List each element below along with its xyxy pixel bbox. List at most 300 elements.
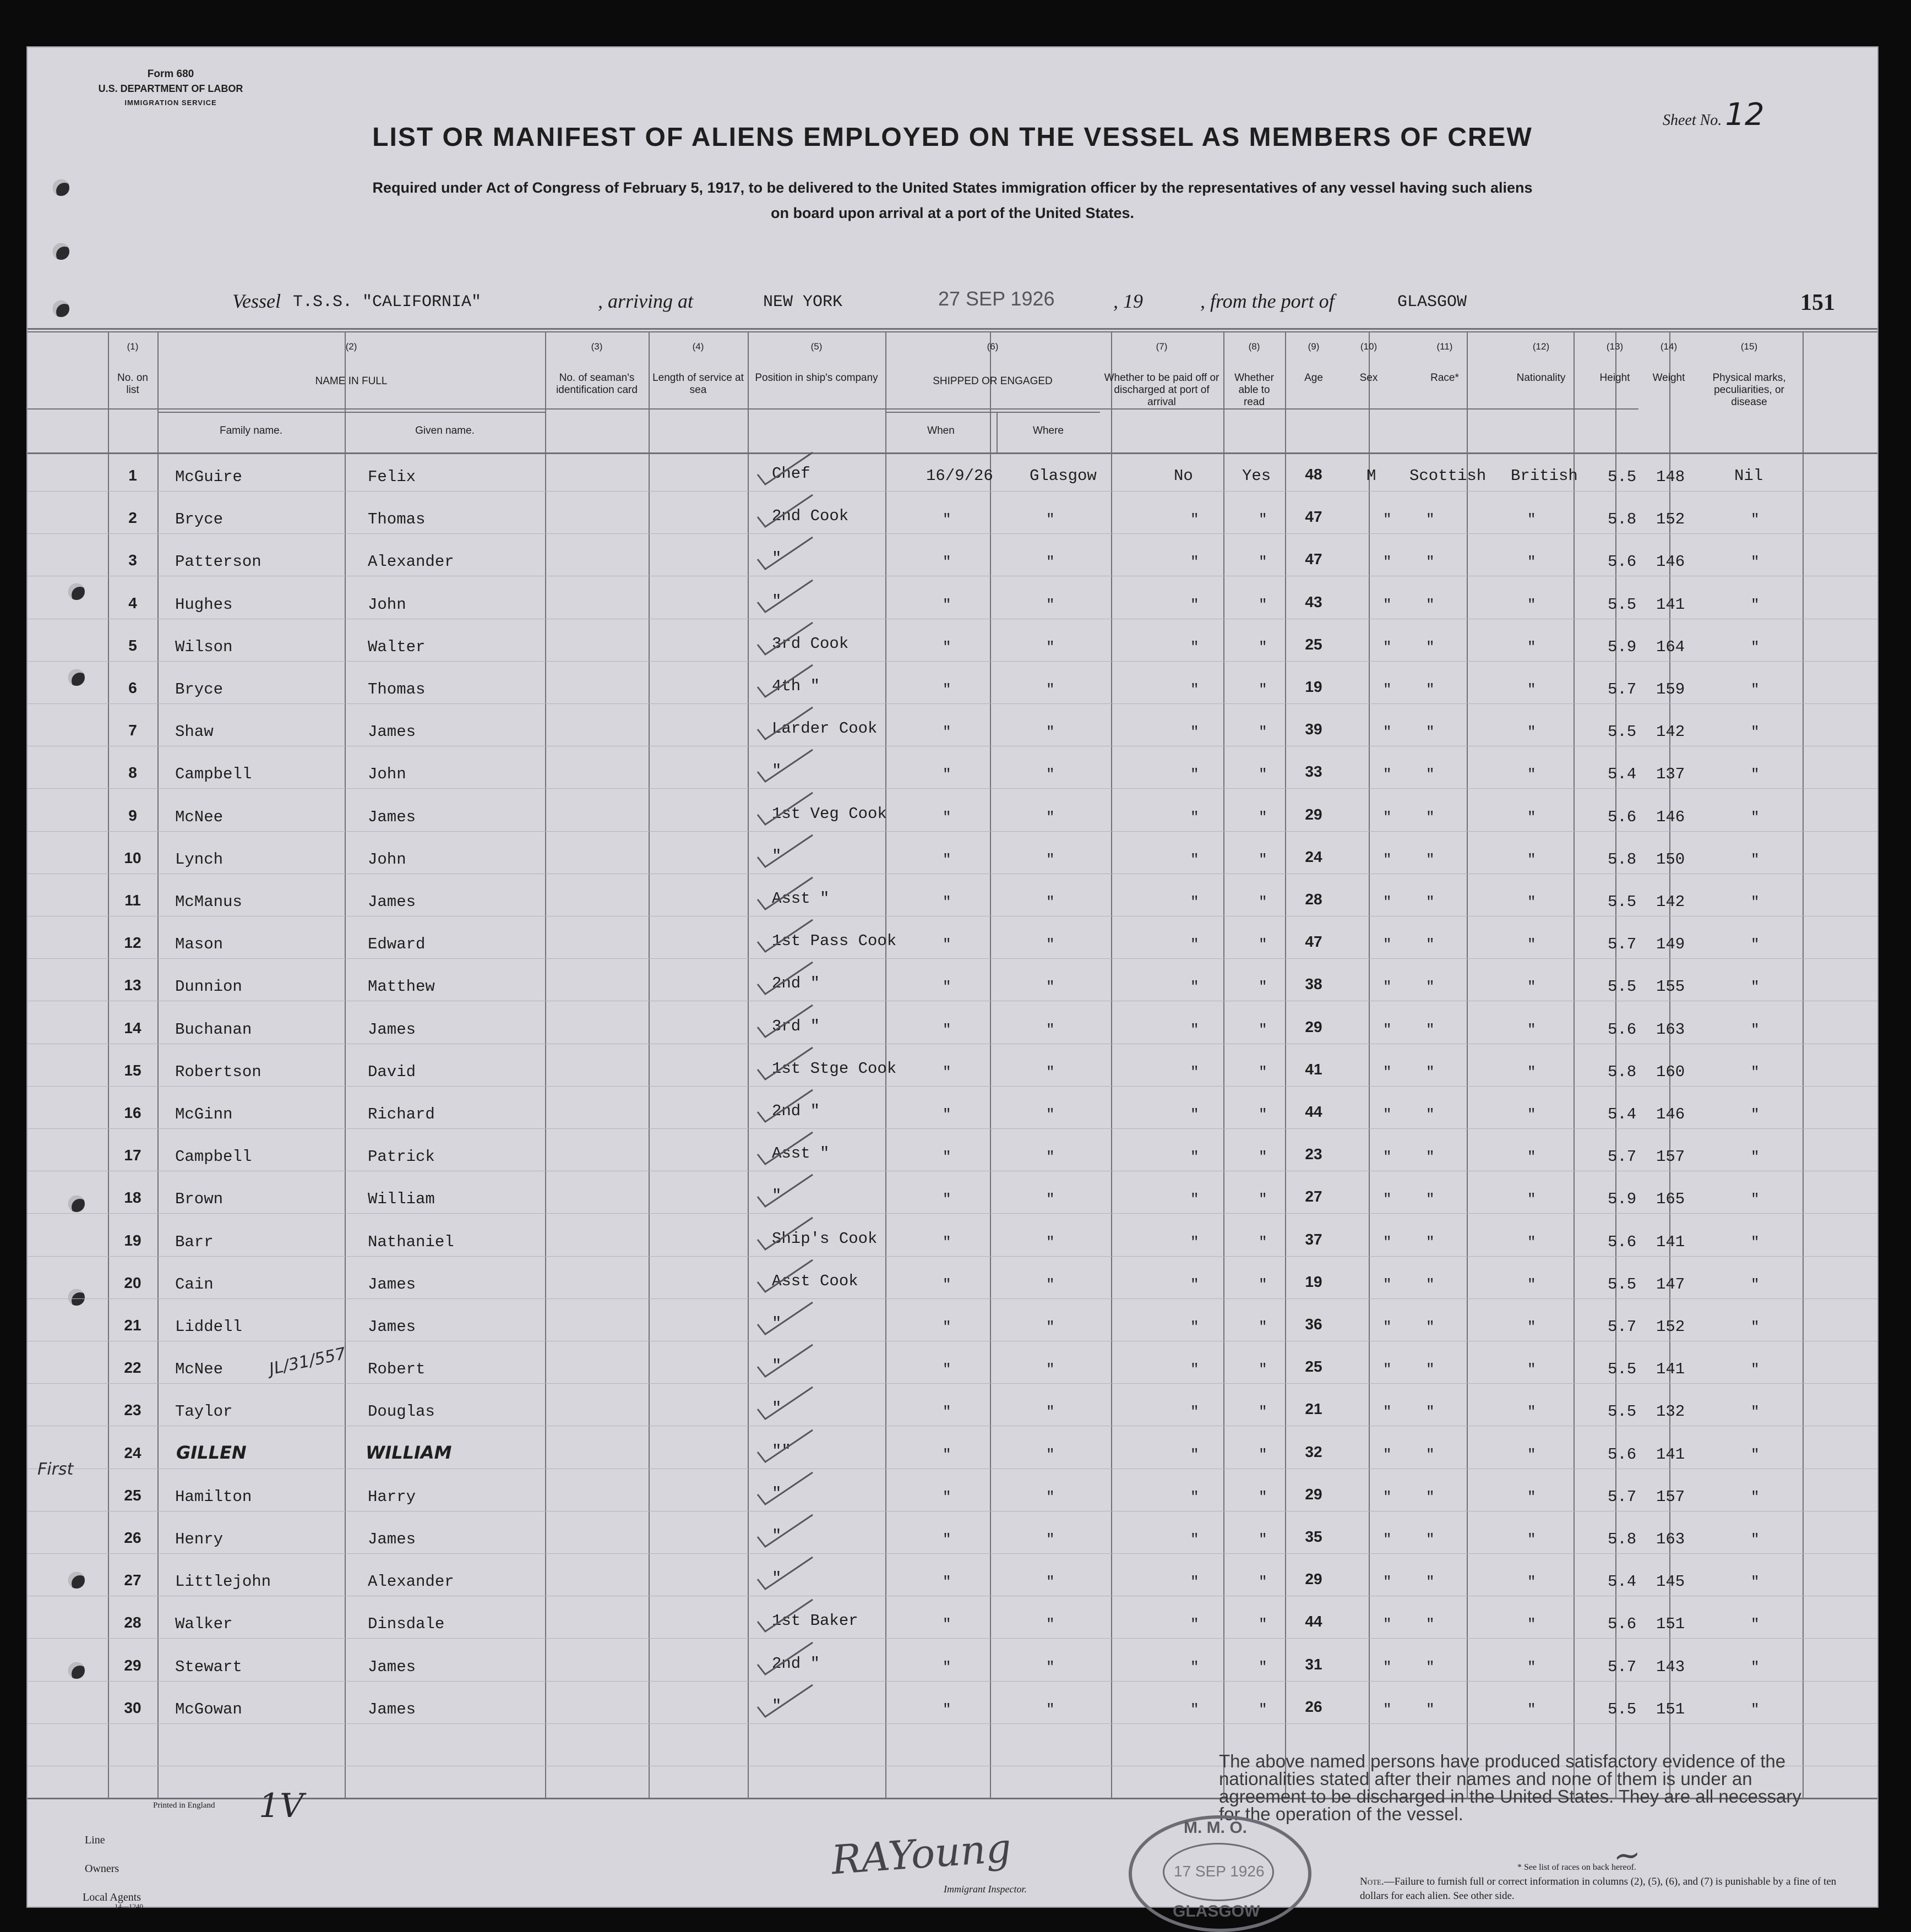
sex: " bbox=[1383, 638, 1392, 656]
first-annotation: First bbox=[37, 1460, 74, 1479]
check-mark-icon bbox=[755, 620, 816, 659]
height: 5.5 bbox=[1608, 468, 1637, 486]
physical-marks: " bbox=[1751, 851, 1760, 868]
shipped-when: " bbox=[943, 1488, 951, 1505]
able-to-read: " bbox=[1259, 1276, 1267, 1293]
weight: 164 bbox=[1656, 637, 1685, 656]
able-to-read: " bbox=[1259, 936, 1267, 953]
shipped-when: " bbox=[943, 936, 951, 953]
age: 26 bbox=[1305, 1698, 1322, 1715]
column-number: (13) bbox=[1606, 341, 1624, 352]
stamp-bottom-text: GLASGOW bbox=[1173, 1902, 1260, 1920]
age: 47 bbox=[1305, 508, 1322, 526]
shipped-when: " bbox=[943, 1361, 951, 1378]
height: 5.5 bbox=[1608, 1700, 1637, 1718]
nationality: " bbox=[1527, 681, 1536, 698]
height: 5.4 bbox=[1608, 1105, 1637, 1123]
table-row bbox=[28, 1104, 1877, 1147]
race: " bbox=[1426, 1701, 1435, 1718]
weight: 163 bbox=[1656, 1530, 1685, 1548]
table-row bbox=[28, 467, 1877, 509]
document-title: LIST OR MANIFEST OF ALIENS EMPLOYED ON THE VESSEL AS MEMBERS OF CREW bbox=[372, 123, 1533, 152]
check-mark-icon bbox=[755, 535, 816, 574]
weight: 141 bbox=[1656, 595, 1685, 614]
table-row bbox=[28, 719, 1877, 764]
column-header: Physical marks, peculiarities, or disease bbox=[1712, 372, 1786, 408]
weight: 155 bbox=[1656, 978, 1685, 996]
check-mark-icon bbox=[755, 450, 816, 489]
paid-off: " bbox=[1190, 1574, 1199, 1591]
family-name: Campbell bbox=[175, 765, 252, 784]
table-row bbox=[28, 1401, 1877, 1444]
nationality: " bbox=[1527, 851, 1536, 868]
stamp-top-text: M. M. O. bbox=[1184, 1819, 1247, 1837]
height: 5.9 bbox=[1608, 1190, 1637, 1209]
shipped-when: " bbox=[943, 1531, 951, 1548]
shipped-where: " bbox=[1046, 511, 1055, 528]
able-to-read: " bbox=[1259, 851, 1267, 868]
physical-marks: " bbox=[1751, 1276, 1760, 1293]
family-name: Littlejohn bbox=[175, 1573, 271, 1591]
shipped-where: " bbox=[1046, 1063, 1055, 1080]
column-header: NAME IN FULL bbox=[315, 375, 388, 387]
shipped-when: " bbox=[943, 554, 951, 571]
sex: " bbox=[1383, 681, 1392, 698]
column-header: Age bbox=[1304, 372, 1323, 384]
age: 29 bbox=[1305, 1570, 1322, 1588]
able-to-read: " bbox=[1259, 1361, 1267, 1378]
able-to-read: " bbox=[1259, 511, 1267, 528]
position: " bbox=[772, 592, 782, 610]
nationality: " bbox=[1527, 1531, 1536, 1548]
column-number: (15) bbox=[1740, 341, 1758, 352]
height: 5.8 bbox=[1608, 510, 1637, 529]
column-header: Position in ship's company bbox=[755, 372, 878, 384]
position: " bbox=[772, 1569, 782, 1588]
paid-off: " bbox=[1190, 936, 1199, 953]
given-name: Richard bbox=[368, 1105, 435, 1123]
race: " bbox=[1426, 1658, 1435, 1676]
check-mark-icon bbox=[755, 1683, 816, 1721]
sex: " bbox=[1383, 1191, 1392, 1208]
paid-off: " bbox=[1190, 681, 1199, 698]
subheader-rule-left bbox=[28, 408, 1638, 410]
row-number: 7 bbox=[128, 722, 137, 739]
family-name: Hughes bbox=[175, 595, 233, 614]
row-number: 20 bbox=[124, 1274, 141, 1291]
family-name: Taylor bbox=[175, 1402, 233, 1421]
shipped-where: " bbox=[1046, 596, 1055, 613]
race: " bbox=[1426, 894, 1435, 910]
weight: 151 bbox=[1656, 1615, 1685, 1634]
height: 5.5 bbox=[1608, 1360, 1637, 1379]
position: 1st Stge Cook bbox=[772, 1059, 897, 1078]
margin-note: JL/31/557 bbox=[267, 1344, 348, 1379]
sex: " bbox=[1383, 1446, 1392, 1463]
age: 25 bbox=[1305, 1358, 1322, 1376]
shipped-where: " bbox=[1046, 1149, 1055, 1166]
weight: 146 bbox=[1656, 807, 1685, 826]
given-name: Dinsdale bbox=[368, 1615, 445, 1634]
paid-off: " bbox=[1190, 1488, 1199, 1505]
weight: 143 bbox=[1656, 1657, 1685, 1676]
shipped-when: " bbox=[943, 766, 951, 783]
row-number: 23 bbox=[124, 1401, 141, 1419]
height: 5.8 bbox=[1608, 1530, 1637, 1548]
check-mark-icon bbox=[755, 1428, 816, 1466]
given-name: James bbox=[368, 1530, 416, 1548]
position: " bbox=[772, 762, 782, 781]
age: 29 bbox=[1305, 1018, 1322, 1035]
height: 5.7 bbox=[1608, 1487, 1637, 1506]
family-name: McGowan bbox=[175, 1700, 242, 1718]
position: 1st Pass Cook bbox=[772, 932, 897, 951]
table-row bbox=[28, 934, 1877, 976]
check-mark-icon bbox=[755, 1513, 816, 1551]
row-number: 30 bbox=[124, 1699, 141, 1716]
height: 5.7 bbox=[1608, 1657, 1637, 1676]
paid-off: " bbox=[1190, 1276, 1199, 1293]
family-name: Wilson bbox=[175, 637, 233, 656]
position: " bbox=[772, 1696, 782, 1715]
race: " bbox=[1426, 1234, 1435, 1251]
shipped-where: " bbox=[1046, 936, 1055, 953]
race: " bbox=[1426, 1404, 1435, 1421]
shipped-when: " bbox=[943, 1106, 951, 1123]
nationality: " bbox=[1527, 1149, 1536, 1166]
able-to-read: " bbox=[1259, 894, 1267, 910]
table-row bbox=[28, 976, 1877, 1019]
sex: " bbox=[1383, 1234, 1392, 1251]
position: 1st Veg Cook bbox=[772, 804, 887, 823]
column-subheader: Given name. bbox=[415, 425, 475, 436]
column-number: (14) bbox=[1660, 341, 1678, 352]
weight: 142 bbox=[1656, 893, 1685, 911]
nationality: " bbox=[1527, 1234, 1536, 1251]
paid-off: " bbox=[1190, 1149, 1199, 1166]
height: 5.6 bbox=[1608, 807, 1637, 826]
header-rule bbox=[28, 328, 1877, 330]
given-name: Thomas bbox=[368, 510, 426, 529]
position: 1st Baker bbox=[772, 1612, 858, 1630]
able-to-read: " bbox=[1259, 979, 1267, 996]
weight: 157 bbox=[1656, 1148, 1685, 1166]
table-row bbox=[28, 804, 1877, 849]
table-row bbox=[28, 849, 1877, 892]
shipped-where: " bbox=[1046, 809, 1055, 826]
weight: 151 bbox=[1656, 1700, 1685, 1718]
height: 5.7 bbox=[1608, 680, 1637, 698]
check-mark-icon bbox=[755, 1300, 816, 1339]
physical-marks: " bbox=[1751, 511, 1760, 528]
family-name: Brown bbox=[175, 1190, 224, 1209]
paid-off: " bbox=[1190, 1021, 1199, 1038]
height: 5.5 bbox=[1608, 978, 1637, 996]
shipped-when: " bbox=[943, 1616, 951, 1633]
nationality: " bbox=[1527, 554, 1536, 571]
penalty-note bbox=[1360, 1875, 1844, 1903]
punch-hole bbox=[53, 179, 69, 196]
age: 24 bbox=[1305, 848, 1322, 865]
age: 19 bbox=[1305, 1273, 1322, 1290]
sex: " bbox=[1383, 1574, 1392, 1591]
sex: " bbox=[1383, 809, 1392, 826]
race: " bbox=[1426, 638, 1435, 656]
height: 5.5 bbox=[1608, 1402, 1637, 1421]
sex: " bbox=[1383, 1319, 1392, 1335]
age: 35 bbox=[1305, 1528, 1322, 1545]
height: 5.7 bbox=[1608, 935, 1637, 954]
able-to-read: " bbox=[1259, 1446, 1267, 1463]
weight: 132 bbox=[1656, 1402, 1685, 1421]
column-subheader: Where bbox=[1033, 425, 1064, 436]
nationality: " bbox=[1527, 809, 1536, 826]
age: 36 bbox=[1305, 1316, 1322, 1333]
sex: " bbox=[1383, 1404, 1392, 1421]
row-number: 8 bbox=[128, 764, 137, 782]
sex: " bbox=[1383, 596, 1392, 613]
paid-off: No bbox=[1174, 467, 1193, 485]
table-row bbox=[28, 1059, 1877, 1104]
column-number: (5) bbox=[810, 341, 823, 352]
family-name: Dunnion bbox=[175, 978, 242, 996]
check-mark-icon bbox=[755, 1130, 816, 1169]
shipped-where: " bbox=[1046, 1361, 1055, 1378]
nationality: " bbox=[1527, 979, 1536, 996]
family-name: Cain bbox=[175, 1275, 214, 1294]
row-number: 14 bbox=[124, 1019, 141, 1036]
table-row bbox=[28, 1654, 1877, 1699]
from-port-label: , from the port of bbox=[1200, 290, 1335, 312]
sex: " bbox=[1383, 1531, 1392, 1548]
column-number: (6) bbox=[987, 341, 999, 352]
shipped-when: " bbox=[943, 979, 951, 996]
given-name: Patrick bbox=[368, 1148, 435, 1166]
given-name: Harry bbox=[368, 1487, 416, 1506]
physical-marks: " bbox=[1751, 1574, 1760, 1591]
able-to-read: " bbox=[1259, 1021, 1267, 1038]
sheet-number-value: 12 bbox=[1725, 97, 1765, 133]
arriving-label: , arriving at bbox=[598, 290, 694, 312]
able-to-read: " bbox=[1259, 809, 1267, 826]
nationality: " bbox=[1527, 1319, 1536, 1335]
age: 47 bbox=[1305, 933, 1322, 951]
column-header: Height bbox=[1599, 372, 1630, 384]
row-number: 2 bbox=[128, 509, 137, 527]
able-to-read: " bbox=[1259, 554, 1267, 571]
height: 5.8 bbox=[1608, 1062, 1637, 1081]
header-rule bbox=[28, 331, 1877, 332]
race: " bbox=[1426, 1106, 1435, 1123]
age: 41 bbox=[1305, 1060, 1322, 1078]
check-mark-icon bbox=[755, 960, 816, 998]
vessel-line bbox=[28, 287, 1877, 323]
position: Chef bbox=[772, 465, 810, 483]
physical-marks: " bbox=[1751, 1616, 1760, 1633]
nationality: British bbox=[1511, 467, 1578, 485]
age: 21 bbox=[1305, 1400, 1322, 1418]
table-row bbox=[28, 1189, 1877, 1231]
position: 2nd " bbox=[772, 1654, 820, 1673]
inspector-label: Immigrant Inspector. bbox=[944, 1884, 1027, 1895]
shipped-when: " bbox=[943, 894, 951, 910]
weight: 137 bbox=[1656, 765, 1685, 784]
nationality: " bbox=[1527, 1021, 1536, 1038]
weight: 165 bbox=[1656, 1190, 1685, 1209]
column-number: (1) bbox=[127, 341, 139, 352]
sex: " bbox=[1383, 1658, 1392, 1676]
weight: 142 bbox=[1656, 723, 1685, 741]
race: " bbox=[1426, 1616, 1435, 1633]
sex: " bbox=[1383, 1701, 1392, 1718]
table-row bbox=[28, 1484, 1877, 1529]
check-mark-icon bbox=[755, 1045, 816, 1084]
height: 5.5 bbox=[1608, 595, 1637, 614]
table-row bbox=[28, 1144, 1877, 1189]
physical-marks: " bbox=[1751, 1404, 1760, 1421]
position: Larder Cook bbox=[772, 719, 878, 738]
check-mark-icon bbox=[755, 1088, 816, 1126]
weight: 152 bbox=[1656, 1318, 1685, 1336]
row-number: 6 bbox=[128, 679, 137, 696]
agents-label: Local Agents bbox=[83, 1891, 141, 1903]
age: 37 bbox=[1305, 1230, 1322, 1248]
nationality: " bbox=[1527, 1404, 1536, 1421]
shipped-where: " bbox=[1046, 1531, 1055, 1548]
height: 5.7 bbox=[1608, 1318, 1637, 1336]
sex: " bbox=[1383, 766, 1392, 783]
height: 5.6 bbox=[1608, 1020, 1637, 1039]
physical-marks: " bbox=[1751, 638, 1760, 656]
age: 29 bbox=[1305, 805, 1322, 823]
family-name: Campbell bbox=[175, 1148, 252, 1166]
race: " bbox=[1426, 1574, 1435, 1591]
column-subheader: Family name. bbox=[219, 425, 283, 436]
height: 5.6 bbox=[1608, 553, 1637, 571]
nationality: " bbox=[1527, 1276, 1536, 1293]
age: 31 bbox=[1305, 1655, 1322, 1673]
table-row bbox=[28, 1571, 1877, 1614]
position: 2nd " bbox=[772, 974, 820, 993]
nationality: " bbox=[1527, 1701, 1536, 1718]
paid-off: " bbox=[1190, 724, 1199, 741]
physical-marks: " bbox=[1751, 1021, 1760, 1038]
position: " bbox=[772, 549, 782, 568]
given-name: Thomas bbox=[368, 680, 426, 698]
able-to-read: " bbox=[1259, 1531, 1267, 1548]
age: 47 bbox=[1305, 550, 1322, 568]
subheader-rule-name bbox=[157, 412, 545, 413]
stamp-date: 17 SEP 1926 bbox=[1174, 1863, 1265, 1880]
row-number: 9 bbox=[128, 806, 137, 824]
nationality: " bbox=[1527, 1106, 1536, 1123]
shipped-where: " bbox=[1046, 1404, 1055, 1421]
check-mark-icon bbox=[755, 1640, 816, 1679]
sex: " bbox=[1383, 1106, 1392, 1123]
nationality: " bbox=[1527, 894, 1536, 910]
check-mark-icon bbox=[755, 1258, 816, 1296]
given-name: Alexander bbox=[368, 1573, 454, 1591]
check-mark-icon bbox=[755, 493, 816, 531]
check-mark-icon bbox=[755, 1172, 816, 1211]
race: " bbox=[1426, 1063, 1435, 1080]
row-number: 27 bbox=[124, 1571, 141, 1589]
height: 5.5 bbox=[1608, 723, 1637, 741]
race: " bbox=[1426, 681, 1435, 698]
check-mark-icon bbox=[755, 1385, 816, 1423]
column-header-bottom-rule bbox=[28, 452, 1877, 454]
given-name: David bbox=[368, 1062, 416, 1081]
family-name: Patterson bbox=[175, 553, 262, 571]
sex: " bbox=[1383, 1361, 1392, 1378]
race: " bbox=[1426, 1531, 1435, 1548]
sex: " bbox=[1383, 1063, 1392, 1080]
column-number: (8) bbox=[1248, 341, 1260, 352]
shipped-where: " bbox=[1046, 979, 1055, 996]
given-name: James bbox=[368, 1020, 416, 1039]
position: " bbox=[772, 1187, 782, 1205]
table-row bbox=[28, 1614, 1877, 1656]
age: 23 bbox=[1305, 1145, 1322, 1163]
sex: " bbox=[1383, 1021, 1392, 1038]
document-subtitle bbox=[237, 175, 1668, 226]
position: 2nd Cook bbox=[772, 507, 849, 526]
physical-marks: " bbox=[1751, 1361, 1760, 1378]
family-name: Bryce bbox=[175, 680, 224, 698]
race: " bbox=[1426, 851, 1435, 868]
physical-marks: " bbox=[1751, 596, 1760, 613]
check-mark-icon bbox=[755, 705, 816, 744]
nationality: " bbox=[1527, 1574, 1536, 1591]
sex: " bbox=[1383, 894, 1392, 910]
physical-marks: " bbox=[1751, 1658, 1760, 1676]
family-name: Liddell bbox=[175, 1318, 242, 1336]
height: 5.5 bbox=[1608, 1275, 1637, 1294]
subtitle-line-2: on board upon arrival at a port of the United States. bbox=[770, 205, 1135, 221]
paid-off: " bbox=[1190, 638, 1199, 656]
physical-marks: " bbox=[1751, 1531, 1760, 1548]
column-number: (3) bbox=[591, 341, 603, 352]
check-mark-icon bbox=[755, 790, 816, 829]
weight: 163 bbox=[1656, 1020, 1685, 1039]
table-row bbox=[28, 889, 1877, 934]
column-header: Race* bbox=[1430, 372, 1459, 384]
nationality-certificate: The above named persons have produced satisfactory evidence of the nationalities stated after their names and none of them is under an agreement to be discharged in the United States. They are all necessary for the operation of the vessel. bbox=[1219, 1751, 1801, 1824]
weight: 147 bbox=[1656, 1275, 1685, 1294]
given-name: Edward bbox=[368, 935, 426, 954]
column-number: (2) bbox=[345, 341, 357, 352]
nationality: " bbox=[1527, 1658, 1536, 1676]
row-number: 25 bbox=[124, 1486, 141, 1504]
shipped-where: Glasgow bbox=[1030, 467, 1097, 485]
given-name: James bbox=[368, 1657, 416, 1676]
paid-off: " bbox=[1190, 1404, 1199, 1421]
table-row bbox=[28, 634, 1877, 679]
age: 39 bbox=[1305, 721, 1322, 738]
given-name: James bbox=[368, 1700, 416, 1718]
paid-off: " bbox=[1190, 1531, 1199, 1548]
given-name: Walter bbox=[368, 637, 426, 656]
position: " bbox=[772, 1484, 782, 1503]
race: " bbox=[1426, 809, 1435, 826]
weight: 141 bbox=[1656, 1232, 1685, 1251]
physical-marks: " bbox=[1751, 766, 1760, 783]
shipped-where: " bbox=[1046, 1616, 1055, 1633]
shipped-where: " bbox=[1046, 1276, 1055, 1293]
height: 5.5 bbox=[1608, 893, 1637, 911]
year-label: , 19 bbox=[1113, 290, 1143, 312]
row-number: 3 bbox=[128, 552, 137, 569]
